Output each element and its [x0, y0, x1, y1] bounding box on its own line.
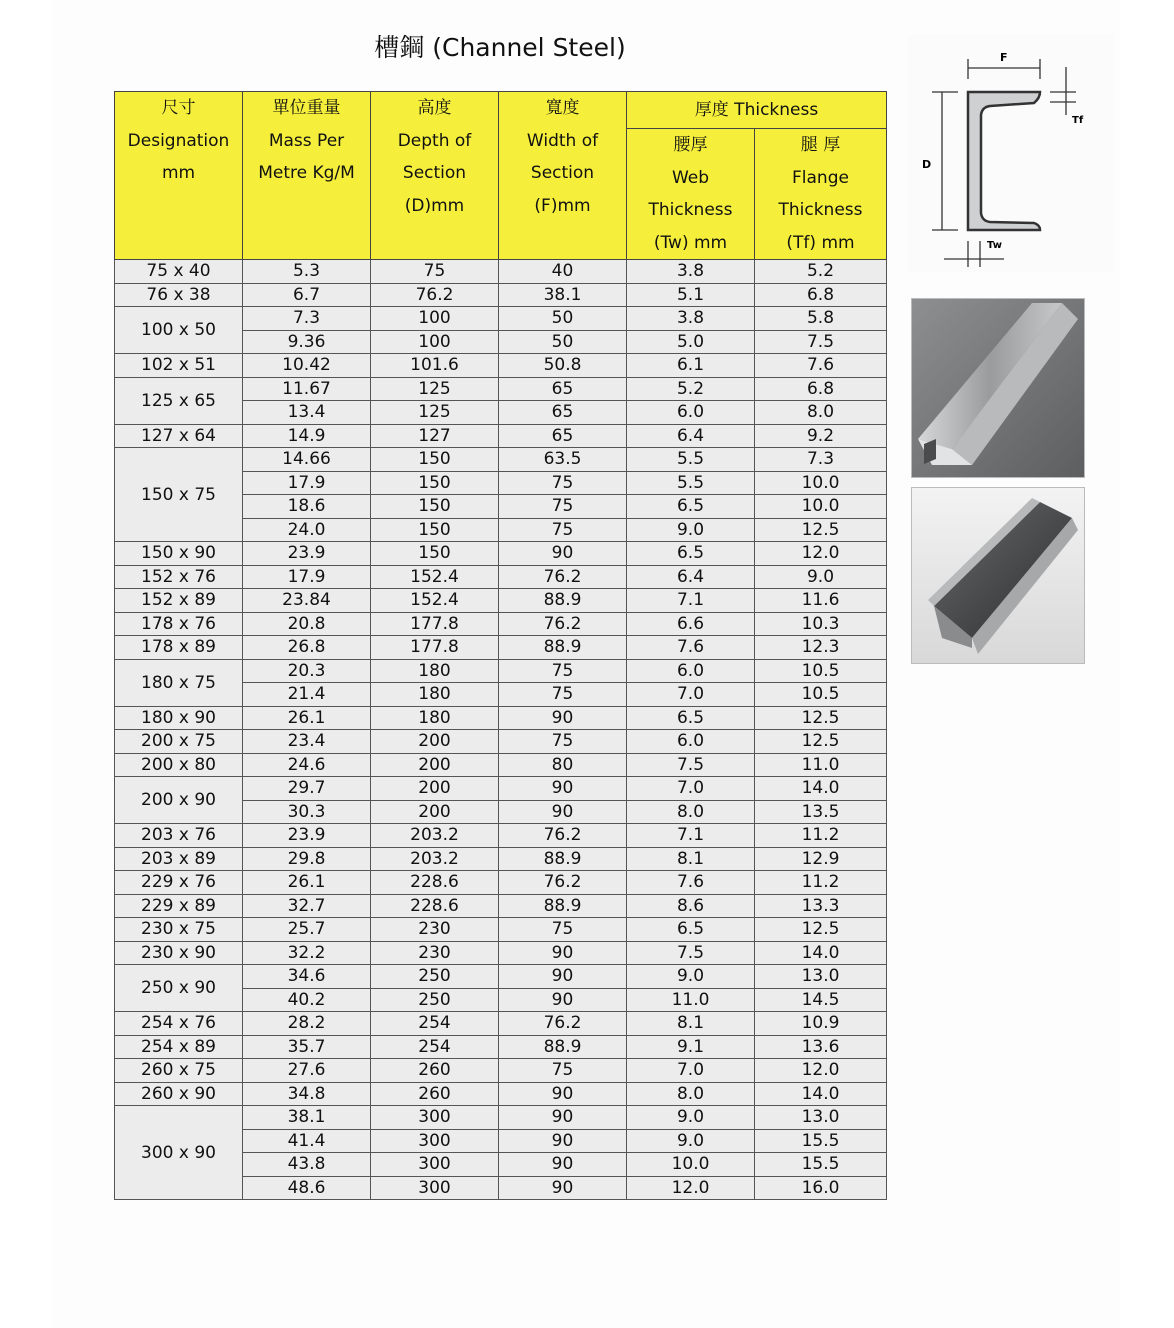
mass-cell: 30.3: [243, 800, 371, 824]
width-cell: 90: [499, 1153, 627, 1177]
depth-cell: 228.6: [371, 871, 499, 895]
width-cell: 88.9: [499, 636, 627, 660]
flange-thickness-cell: 10.3: [755, 612, 887, 636]
web-thickness-cell: 7.6: [627, 636, 755, 660]
web-thickness-cell: 6.4: [627, 424, 755, 448]
table-row: [115, 260, 887, 284]
depth-cell: 250: [371, 988, 499, 1012]
label-d: D: [922, 158, 932, 171]
mass-cell: 11.67: [243, 377, 371, 401]
designation-cell: 100 x 50: [115, 307, 243, 354]
width-cell: 90: [499, 941, 627, 965]
flange-thickness-cell: 12.9: [755, 847, 887, 871]
depth-cell: 150: [371, 542, 499, 566]
table-row: [115, 612, 887, 636]
label-tw: Tw: [987, 240, 1002, 251]
flange-thickness-cell: 10.5: [755, 683, 887, 707]
designation-cell: 125 x 65: [115, 377, 243, 424]
designation-cell: 260 x 75: [115, 1059, 243, 1083]
table-row: [115, 824, 887, 848]
mass-cell: 13.4: [243, 401, 371, 425]
web-thickness-cell: 3.8: [627, 307, 755, 331]
designation-cell: 230 x 90: [115, 941, 243, 965]
mass-cell: 48.6: [243, 1176, 371, 1200]
header-flange-thickness: 腿 厚 Flange Thickness (Tf) mm: [755, 129, 887, 260]
designation-cell: 229 x 89: [115, 894, 243, 918]
table-row: [115, 565, 887, 589]
web-thickness-cell: 8.0: [627, 1082, 755, 1106]
mass-cell: 25.7: [243, 918, 371, 942]
width-cell: 76.2: [499, 824, 627, 848]
width-cell: 75: [499, 495, 627, 519]
width-cell: 50: [499, 307, 627, 331]
mass-cell: 32.7: [243, 894, 371, 918]
depth-cell: 260: [371, 1059, 499, 1083]
web-thickness-cell: 3.8: [627, 260, 755, 284]
flange-thickness-cell: 13.3: [755, 894, 887, 918]
mass-cell: 5.3: [243, 260, 371, 284]
header-mass: 單位重量 Mass Per Metre Kg/M: [243, 92, 371, 260]
web-thickness-cell: 10.0: [627, 1153, 755, 1177]
mass-cell: 24.6: [243, 753, 371, 777]
flange-thickness-cell: 15.5: [755, 1129, 887, 1153]
width-cell: 65: [499, 377, 627, 401]
web-thickness-cell: 7.0: [627, 1059, 755, 1083]
depth-cell: 150: [371, 471, 499, 495]
flange-thickness-cell: 11.6: [755, 589, 887, 613]
flange-thickness-cell: 6.8: [755, 377, 887, 401]
table-row: [115, 377, 887, 401]
table-row: [115, 941, 887, 965]
web-thickness-cell: 7.1: [627, 589, 755, 613]
table-row: [115, 871, 887, 895]
designation-cell: 200 x 75: [115, 730, 243, 754]
designation-cell: 250 x 90: [115, 965, 243, 1012]
depth-cell: 250: [371, 965, 499, 989]
web-thickness-cell: 9.0: [627, 1106, 755, 1130]
mass-cell: 20.8: [243, 612, 371, 636]
designation-cell: 178 x 89: [115, 636, 243, 660]
depth-cell: 230: [371, 918, 499, 942]
flange-thickness-cell: 14.0: [755, 777, 887, 801]
mass-cell: 23.9: [243, 824, 371, 848]
web-thickness-cell: 9.1: [627, 1035, 755, 1059]
web-thickness-cell: 12.0: [627, 1176, 755, 1200]
web-thickness-cell: 6.0: [627, 401, 755, 425]
width-cell: 75: [499, 918, 627, 942]
depth-cell: 228.6: [371, 894, 499, 918]
depth-cell: 203.2: [371, 824, 499, 848]
flange-thickness-cell: 12.5: [755, 918, 887, 942]
flange-thickness-cell: 6.8: [755, 283, 887, 307]
designation-cell: 178 x 76: [115, 612, 243, 636]
designation-cell: 75 x 40: [115, 260, 243, 284]
mass-cell: 27.6: [243, 1059, 371, 1083]
table-body: [115, 260, 887, 1200]
designation-cell: 102 x 51: [115, 354, 243, 378]
flange-thickness-cell: 12.5: [755, 706, 887, 730]
flange-thickness-cell: 15.5: [755, 1153, 887, 1177]
table-row: [115, 777, 887, 801]
mass-cell: 26.1: [243, 706, 371, 730]
depth-cell: 230: [371, 941, 499, 965]
web-thickness-cell: 7.0: [627, 777, 755, 801]
header-depth: 高度 Depth of Section (D)mm: [371, 92, 499, 260]
depth-cell: 300: [371, 1176, 499, 1200]
header-web-thickness: 腰厚 Web Thickness (Tw) mm: [627, 129, 755, 260]
designation-cell: 152 x 89: [115, 589, 243, 613]
width-cell: 90: [499, 1106, 627, 1130]
width-cell: 76.2: [499, 871, 627, 895]
width-cell: 50.8: [499, 354, 627, 378]
designation-cell: 127 x 64: [115, 424, 243, 448]
web-thickness-cell: 6.4: [627, 565, 755, 589]
width-cell: 90: [499, 800, 627, 824]
depth-cell: 150: [371, 518, 499, 542]
mass-cell: 17.9: [243, 471, 371, 495]
width-cell: 88.9: [499, 894, 627, 918]
mass-cell: 6.7: [243, 283, 371, 307]
web-thickness-cell: 6.0: [627, 730, 755, 754]
mass-cell: 41.4: [243, 1129, 371, 1153]
width-cell: 63.5: [499, 448, 627, 472]
channel-steel-table: [114, 91, 887, 1200]
table-row: [115, 1059, 887, 1083]
flange-thickness-cell: 8.0: [755, 401, 887, 425]
mass-cell: 26.8: [243, 636, 371, 660]
width-cell: 65: [499, 424, 627, 448]
web-thickness-cell: 5.5: [627, 471, 755, 495]
width-cell: 90: [499, 1082, 627, 1106]
mass-cell: 20.3: [243, 659, 371, 683]
mass-cell: 23.84: [243, 589, 371, 613]
width-cell: 80: [499, 753, 627, 777]
mass-cell: 10.42: [243, 354, 371, 378]
width-cell: 76.2: [499, 612, 627, 636]
table-row: [115, 1035, 887, 1059]
designation-cell: 180 x 90: [115, 706, 243, 730]
web-thickness-cell: 6.5: [627, 495, 755, 519]
flange-thickness-cell: 16.0: [755, 1176, 887, 1200]
width-cell: 38.1: [499, 283, 627, 307]
width-cell: 90: [499, 965, 627, 989]
depth-cell: 150: [371, 448, 499, 472]
mass-cell: 7.3: [243, 307, 371, 331]
designation-cell: 76 x 38: [115, 283, 243, 307]
mass-cell: 23.4: [243, 730, 371, 754]
flange-thickness-cell: 5.8: [755, 307, 887, 331]
depth-cell: 180: [371, 683, 499, 707]
channel-profile-shape: [968, 92, 1040, 230]
web-thickness-cell: 11.0: [627, 988, 755, 1012]
header-designation: 尺寸 Designation mm: [115, 92, 243, 260]
mass-cell: 34.6: [243, 965, 371, 989]
designation-cell: 230 x 75: [115, 918, 243, 942]
depth-cell: 200: [371, 777, 499, 801]
mass-cell: 14.9: [243, 424, 371, 448]
web-thickness-cell: 5.5: [627, 448, 755, 472]
width-cell: 88.9: [499, 847, 627, 871]
depth-cell: 180: [371, 659, 499, 683]
mass-cell: 18.6: [243, 495, 371, 519]
depth-cell: 125: [371, 377, 499, 401]
mass-cell: 26.1: [243, 871, 371, 895]
designation-cell: 203 x 76: [115, 824, 243, 848]
table-row: [115, 706, 887, 730]
mass-cell: 9.36: [243, 330, 371, 354]
mass-cell: 21.4: [243, 683, 371, 707]
channel-steel-photo-1: [911, 298, 1085, 478]
mass-cell: 34.8: [243, 1082, 371, 1106]
width-cell: 90: [499, 988, 627, 1012]
flange-thickness-cell: 12.5: [755, 518, 887, 542]
table-row: [115, 847, 887, 871]
mass-cell: 29.8: [243, 847, 371, 871]
table-row: [115, 448, 887, 472]
flange-thickness-cell: 13.0: [755, 965, 887, 989]
designation-cell: 180 x 75: [115, 659, 243, 706]
flange-thickness-cell: 10.0: [755, 495, 887, 519]
flange-thickness-cell: 12.0: [755, 542, 887, 566]
table-row: [115, 424, 887, 448]
width-cell: 75: [499, 1059, 627, 1083]
flange-thickness-cell: 14.5: [755, 988, 887, 1012]
depth-cell: 300: [371, 1106, 499, 1130]
flange-thickness-cell: 14.0: [755, 941, 887, 965]
depth-cell: 125: [371, 401, 499, 425]
designation-cell: 229 x 76: [115, 871, 243, 895]
flange-thickness-cell: 12.5: [755, 730, 887, 754]
flange-thickness-cell: 9.2: [755, 424, 887, 448]
flange-thickness-cell: 7.5: [755, 330, 887, 354]
web-thickness-cell: 8.1: [627, 1012, 755, 1036]
flange-thickness-cell: 13.0: [755, 1106, 887, 1130]
mass-cell: 38.1: [243, 1106, 371, 1130]
mass-cell: 24.0: [243, 518, 371, 542]
depth-cell: 200: [371, 800, 499, 824]
web-thickness-cell: 5.2: [627, 377, 755, 401]
depth-cell: 100: [371, 330, 499, 354]
web-thickness-cell: 5.0: [627, 330, 755, 354]
flange-thickness-cell: 11.0: [755, 753, 887, 777]
depth-cell: 152.4: [371, 589, 499, 613]
mass-cell: 32.2: [243, 941, 371, 965]
label-tf: Tf: [1072, 115, 1084, 126]
web-thickness-cell: 8.0: [627, 800, 755, 824]
depth-cell: 300: [371, 1153, 499, 1177]
flange-thickness-cell: 14.0: [755, 1082, 887, 1106]
designation-cell: 254 x 76: [115, 1012, 243, 1036]
flange-thickness-cell: 12.0: [755, 1059, 887, 1083]
flange-thickness-cell: 7.6: [755, 354, 887, 378]
depth-cell: 152.4: [371, 565, 499, 589]
designation-cell: 152 x 76: [115, 565, 243, 589]
web-thickness-cell: 6.6: [627, 612, 755, 636]
web-thickness-cell: 9.0: [627, 518, 755, 542]
web-thickness-cell: 5.1: [627, 283, 755, 307]
web-thickness-cell: 7.0: [627, 683, 755, 707]
flange-thickness-cell: 5.2: [755, 260, 887, 284]
mass-cell: 28.2: [243, 1012, 371, 1036]
web-thickness-cell: 7.1: [627, 824, 755, 848]
table-row: [115, 589, 887, 613]
flange-thickness-cell: 7.3: [755, 448, 887, 472]
width-cell: 90: [499, 1129, 627, 1153]
flange-thickness-cell: 10.9: [755, 1012, 887, 1036]
designation-cell: 203 x 89: [115, 847, 243, 871]
flange-thickness-cell: 13.6: [755, 1035, 887, 1059]
depth-cell: 101.6: [371, 354, 499, 378]
width-cell: 75: [499, 518, 627, 542]
web-thickness-cell: 7.5: [627, 753, 755, 777]
table-row: [115, 894, 887, 918]
depth-cell: 260: [371, 1082, 499, 1106]
width-cell: 75: [499, 659, 627, 683]
width-cell: 90: [499, 706, 627, 730]
depth-cell: 177.8: [371, 636, 499, 660]
depth-cell: 200: [371, 753, 499, 777]
flange-thickness-cell: 12.3: [755, 636, 887, 660]
width-cell: 75: [499, 471, 627, 495]
depth-cell: 177.8: [371, 612, 499, 636]
width-cell: 90: [499, 777, 627, 801]
web-thickness-cell: 6.1: [627, 354, 755, 378]
width-cell: 90: [499, 1176, 627, 1200]
mass-cell: 43.8: [243, 1153, 371, 1177]
web-thickness-cell: 6.0: [627, 659, 755, 683]
table-row: [115, 730, 887, 754]
designation-cell: 300 x 90: [115, 1106, 243, 1200]
table-row: [115, 1106, 887, 1130]
channel-steel-photo-2: [911, 487, 1085, 664]
web-thickness-cell: 7.5: [627, 941, 755, 965]
web-thickness-cell: 7.6: [627, 871, 755, 895]
depth-cell: 150: [371, 495, 499, 519]
table-row: [115, 354, 887, 378]
channel-section-diagram: [908, 35, 1114, 272]
width-cell: 40: [499, 260, 627, 284]
designation-cell: 254 x 89: [115, 1035, 243, 1059]
label-f: F: [1000, 51, 1008, 64]
depth-cell: 75: [371, 260, 499, 284]
web-thickness-cell: 6.5: [627, 918, 755, 942]
designation-cell: 260 x 90: [115, 1082, 243, 1106]
web-thickness-cell: 6.5: [627, 706, 755, 730]
flange-thickness-cell: 11.2: [755, 824, 887, 848]
depth-cell: 300: [371, 1129, 499, 1153]
depth-cell: 203.2: [371, 847, 499, 871]
table-row: [115, 1082, 887, 1106]
width-cell: 76.2: [499, 1012, 627, 1036]
table-row: [115, 307, 887, 331]
table-row: [115, 1012, 887, 1036]
mass-cell: 17.9: [243, 565, 371, 589]
page-title: 槽鋼 (Channel Steel): [374, 33, 626, 62]
flange-thickness-cell: 10.5: [755, 659, 887, 683]
depth-cell: 180: [371, 706, 499, 730]
web-thickness-cell: 9.0: [627, 1129, 755, 1153]
flange-thickness-cell: 11.2: [755, 871, 887, 895]
mass-cell: 29.7: [243, 777, 371, 801]
mass-cell: 23.9: [243, 542, 371, 566]
mass-cell: 40.2: [243, 988, 371, 1012]
designation-cell: 200 x 80: [115, 753, 243, 777]
header-width: 寬度 Width of Section (F)mm: [499, 92, 627, 260]
width-cell: 88.9: [499, 1035, 627, 1059]
flange-thickness-cell: 9.0: [755, 565, 887, 589]
width-cell: 65: [499, 401, 627, 425]
table-row: [115, 659, 887, 683]
table-row: [115, 918, 887, 942]
web-thickness-cell: 8.1: [627, 847, 755, 871]
designation-cell: 150 x 90: [115, 542, 243, 566]
mass-cell: 35.7: [243, 1035, 371, 1059]
table-row: [115, 283, 887, 307]
web-thickness-cell: 6.5: [627, 542, 755, 566]
width-cell: 50: [499, 330, 627, 354]
channel-section-svg: [908, 35, 1114, 272]
web-thickness-cell: 8.6: [627, 894, 755, 918]
depth-cell: 200: [371, 730, 499, 754]
depth-cell: 127: [371, 424, 499, 448]
table-row: [115, 636, 887, 660]
width-cell: 88.9: [499, 589, 627, 613]
table-row: [115, 753, 887, 777]
flange-thickness-cell: 13.5: [755, 800, 887, 824]
width-cell: 75: [499, 683, 627, 707]
mass-cell: 14.66: [243, 448, 371, 472]
depth-cell: 76.2: [371, 283, 499, 307]
header-thickness: 厚度 Thickness: [627, 92, 887, 129]
designation-cell: 150 x 75: [115, 448, 243, 542]
flange-thickness-cell: 10.0: [755, 471, 887, 495]
width-cell: 76.2: [499, 565, 627, 589]
designation-cell: 200 x 90: [115, 777, 243, 824]
table-row: [115, 542, 887, 566]
depth-cell: 254: [371, 1035, 499, 1059]
width-cell: 75: [499, 730, 627, 754]
depth-cell: 254: [371, 1012, 499, 1036]
table-row: [115, 965, 887, 989]
width-cell: 90: [499, 542, 627, 566]
depth-cell: 100: [371, 307, 499, 331]
web-thickness-cell: 9.0: [627, 965, 755, 989]
